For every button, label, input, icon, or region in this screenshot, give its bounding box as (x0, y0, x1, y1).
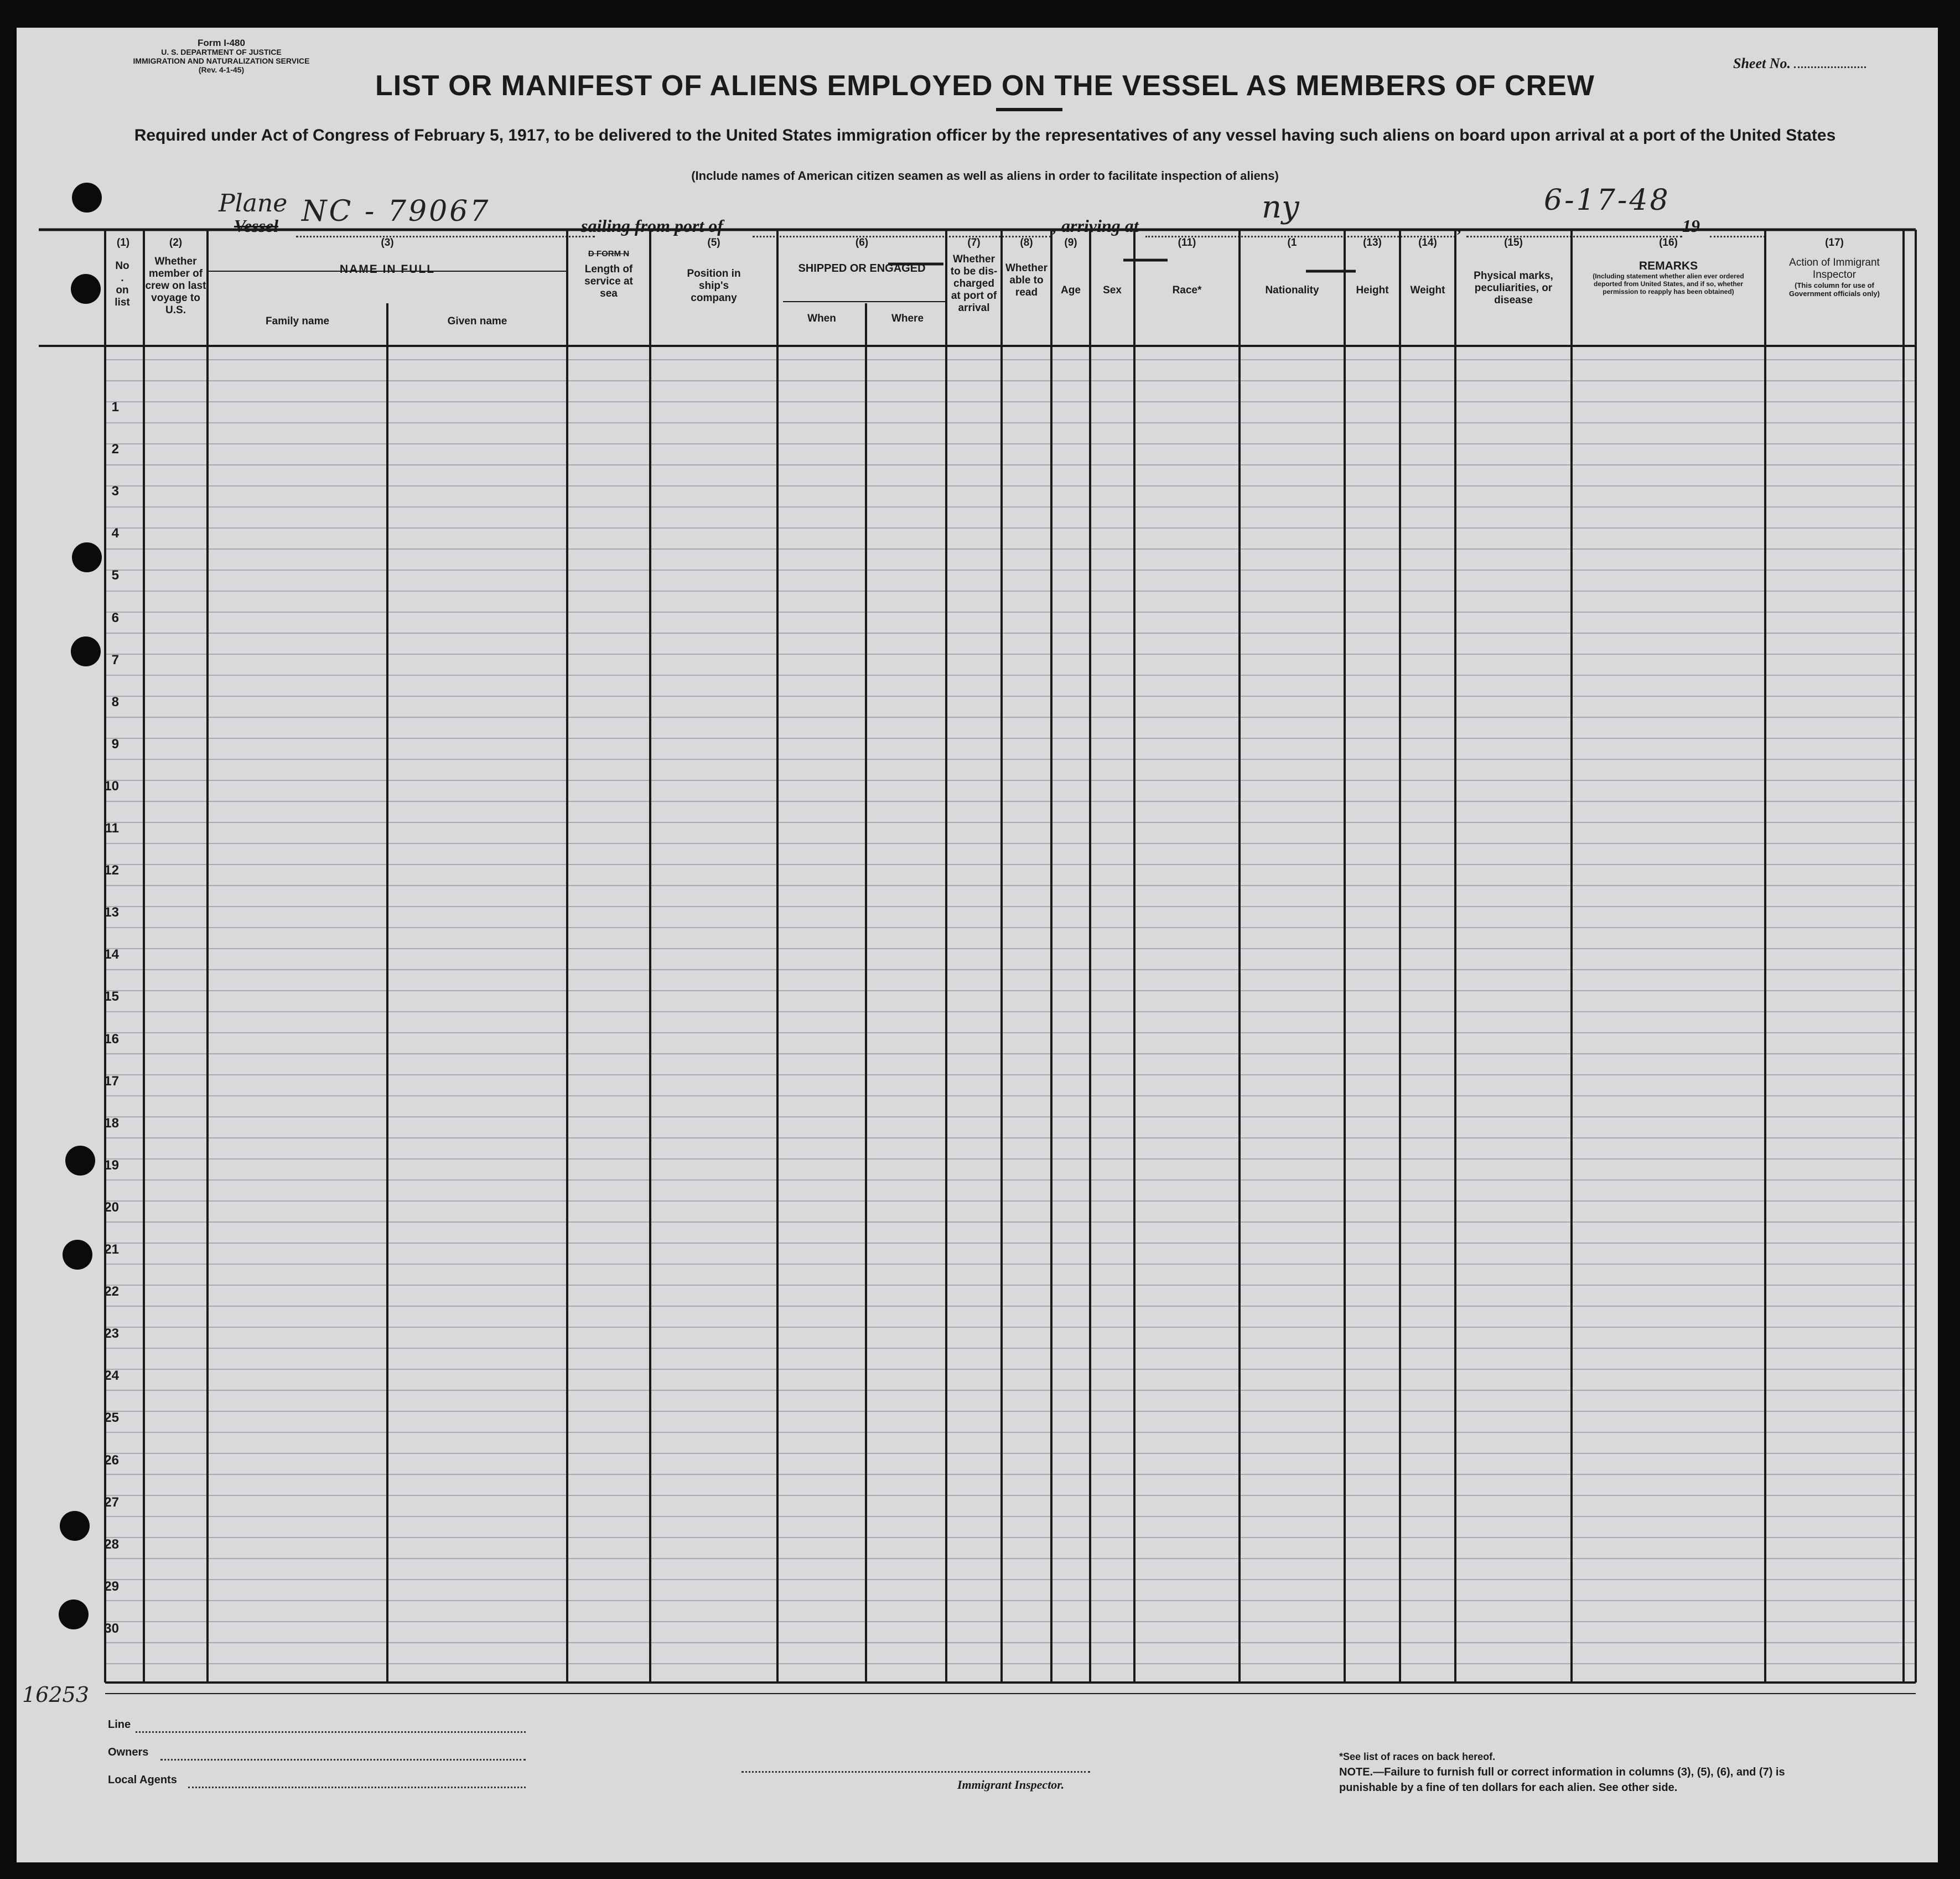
col-2-header (144, 237, 208, 317)
margin-note-handwritten: 16253 (22, 1683, 89, 1707)
col-13-number: (13) (1363, 237, 1382, 249)
row-number: 17 (104, 1073, 119, 1089)
binder-hole-8 (59, 1600, 89, 1629)
binder-hole-4 (71, 636, 101, 666)
col-12-label: Nationality (1265, 284, 1319, 296)
row-number: 3 (111, 484, 119, 499)
ledger-lines (105, 360, 1916, 1664)
col-8-number: (8) (1020, 237, 1033, 249)
form-number: Form I-480 (198, 38, 245, 48)
sheet-number-label: Sheet No. (1733, 55, 1791, 71)
binder-hole-3 (72, 542, 102, 572)
row-number: 12 (104, 863, 119, 878)
col-14-number: (14) (1418, 237, 1437, 249)
arriving-label: , arriving at (1052, 216, 1139, 236)
col-12-number: (1 (1287, 237, 1297, 249)
col-7-number: (7) (967, 237, 981, 249)
row-number: 23 (104, 1326, 119, 1342)
form-subnote: (Include names of American citizen seamen as well as aliens in order to facilitate inspection of aliens) (691, 169, 1279, 183)
col-11-number: (11) (1178, 237, 1196, 249)
row-number: 7 (111, 652, 119, 667)
col-9-header (1051, 237, 1090, 297)
date-comma: , (1458, 216, 1462, 236)
row-number: 4 (111, 526, 119, 541)
column-lines (105, 230, 1916, 1683)
row-number: 27 (104, 1494, 119, 1510)
col-4-overprint: D FORM N (588, 249, 630, 258)
row-number: 1 (111, 400, 119, 415)
row-number: 24 (104, 1368, 119, 1384)
department-name: U. S. DEPARTMENT OF JUSTICE (161, 48, 282, 56)
sailing-label: sailing from port of (581, 216, 723, 236)
col-8-header (1002, 237, 1051, 299)
row-number: 29 (104, 1578, 119, 1594)
footer-line-blank (136, 1731, 526, 1733)
row-number: 19 (104, 1157, 119, 1173)
col-9-number: (9) (1064, 237, 1077, 249)
col-16-detail: (Including statement whether alien ever ordered deported from United States, and if so, whether permission to reapply has been obtained) (1593, 272, 1744, 296)
arrival-date-handwritten: 6-17-48 (1544, 184, 1671, 217)
row-number: 9 (111, 736, 119, 752)
col-11-label: Race* (1172, 284, 1202, 296)
col-5-label: Position in ship's company (687, 268, 741, 304)
col-3-number: (3) (381, 237, 394, 249)
col-15-number: (15) (1504, 237, 1523, 249)
inspector-label: Immigrant Inspector. (957, 1778, 1065, 1792)
row-number: 21 (104, 1242, 119, 1257)
footer-owners-label: Owners (108, 1746, 149, 1758)
vessel-label-struck: Vessel (234, 216, 278, 236)
col-7-label: Whether to be dis-charged at port of arrival (950, 253, 998, 314)
arriving-port-handwritten: ny (1262, 189, 1299, 225)
row-number: 11 (105, 821, 119, 836)
row-number: 22 (104, 1284, 119, 1300)
col-3-given-name: Given name (447, 315, 507, 327)
col-6-label: SHIPPED OR ENGAGED (798, 262, 926, 275)
col-15-label: Physical marks, peculiarities, or disease (1474, 270, 1553, 306)
row-number: 28 (104, 1536, 119, 1552)
col-10-header (1090, 237, 1134, 297)
vessel-name-handwritten: NC - 79067 (302, 195, 491, 228)
footer-agents-blank (188, 1787, 526, 1788)
col-11-header (1134, 237, 1240, 297)
col-6-when: When (807, 313, 836, 324)
col-2-label: Whether member of crew on last voyage to U.S. (145, 256, 206, 316)
footer-owners-blank (160, 1759, 526, 1761)
col-2-number: (2) (169, 237, 183, 249)
col-4-label: Length of service at sea (584, 263, 633, 299)
col-16-header (1572, 237, 1765, 296)
col-6-where: Where (891, 313, 924, 324)
manifest-sheet (17, 28, 1938, 1862)
col-13-header (1345, 237, 1400, 297)
col-9-label: Age (1061, 284, 1081, 296)
row-number: 13 (104, 905, 119, 920)
col-6-number: (6) (855, 237, 869, 249)
binder-hole-7 (60, 1511, 90, 1541)
col-5-header (650, 237, 777, 304)
form-subtitle: Required under Act of Congress of February 5, 1917, to be delivered to the United States immigration officer by the representatives of any vessel having such aliens on board upon arrival at a port of the United States (134, 126, 1836, 144)
footer-line-label: Line (108, 1718, 131, 1731)
col-8-label: Whether able to read (1005, 262, 1048, 298)
row-number: 30 (104, 1621, 119, 1636)
binder-hole-6 (63, 1240, 92, 1270)
penalty-note: NOTE.—Failure to furnish full or correct information in columns (3), (5), (6), and (7) is punishable by a fine of ten dollars for each alien. See other side. (1339, 1766, 1785, 1794)
service-name: IMMIGRATION AND NATURALIZATION SERVICE (133, 56, 310, 65)
row-number: 15 (104, 989, 119, 1005)
col-17-number: (17) (1825, 237, 1844, 249)
row-number: 14 (104, 947, 119, 962)
row-number: 2 (111, 442, 119, 457)
inspector-signature-blank (742, 1771, 1090, 1773)
col-3-label: NAME IN FULL (339, 263, 435, 276)
col-14-header (1400, 237, 1455, 297)
revision-date: (Rev. 4-1-45) (198, 65, 245, 74)
col-17-header (1765, 237, 1904, 298)
footer-agents-label: Local Agents (108, 1774, 177, 1786)
col-10-label: Sex (1103, 284, 1122, 296)
col-16-label: REMARKS (1638, 260, 1698, 272)
col-16-number: (16) (1659, 237, 1678, 249)
binder-hole-1 (72, 183, 102, 213)
col-1-label: No. on list (115, 260, 130, 308)
col-14-label: Weight (1410, 284, 1445, 296)
binder-hole-5 (65, 1146, 95, 1176)
col-13-label: Height (1356, 284, 1389, 296)
col-3-family-name: Family name (265, 315, 330, 327)
col-5-number: (5) (707, 237, 720, 249)
col-17-label: Action of Immigrant Inspector (1789, 257, 1880, 281)
binder-hole-2 (71, 274, 101, 304)
col-4-header (567, 237, 650, 300)
row-number: 25 (104, 1410, 119, 1426)
col-15-header (1455, 237, 1572, 307)
row-number: 6 (111, 610, 119, 625)
col-7-header (946, 237, 1002, 314)
col-6-header (777, 237, 946, 275)
row-number: 20 (104, 1199, 119, 1215)
col-12-header (1240, 237, 1345, 297)
year-prefix: 19 (1682, 216, 1700, 236)
row-number: 26 (104, 1452, 119, 1468)
row-number: 10 (104, 778, 119, 794)
row-number: 5 (111, 568, 119, 583)
races-note: *See list of races on back hereof. (1339, 1751, 1496, 1762)
row-number: 18 (104, 1115, 119, 1131)
row-number: 8 (111, 694, 119, 710)
col-1-number: (1) (116, 237, 130, 249)
form-title: LIST OR MANIFEST OF ALIENS EMPLOYED ON THE VESSEL AS MEMBERS OF CREW (375, 70, 1595, 102)
col-17-detail: (This column for use of Government officials only) (1789, 281, 1880, 298)
row-number: 16 (104, 1031, 119, 1047)
vessel-type-handwritten: Plane (219, 189, 288, 218)
col-3-header (208, 237, 567, 276)
